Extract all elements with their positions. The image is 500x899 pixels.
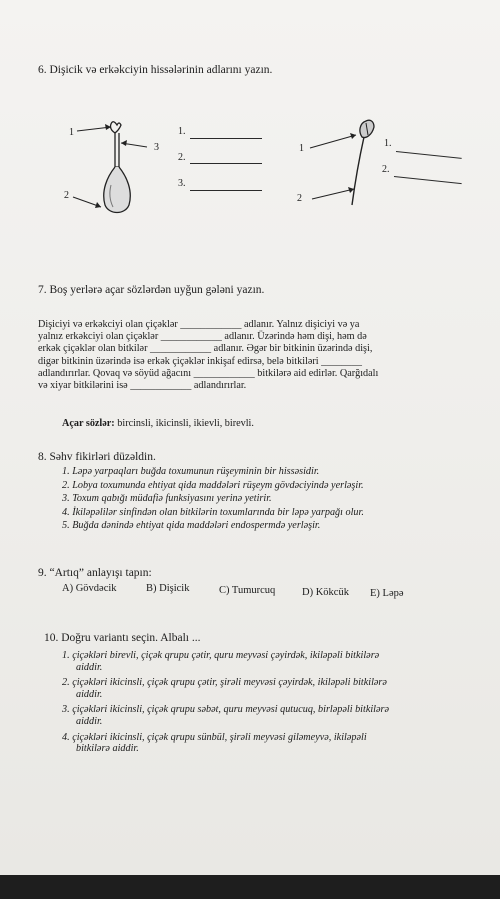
keywords-list: bircinsli, ikicinsli, ikievli, birevli.	[117, 418, 254, 429]
pistil-blank-2[interactable]	[190, 163, 262, 164]
q9-title: 9. “Artıq” anlayışı tapın:	[38, 567, 152, 579]
q6-title: 6. Dişicik və erkəkciyin hissələrinin adlarını yazın.	[38, 64, 273, 76]
pistil-blank-1-label: 1.	[178, 126, 186, 137]
q7-line-2: yalnız erkəkciyi olan çiçəklər ____________ adlanır. Üzərində həm dişi, həm də	[38, 331, 367, 343]
q7-line-3: erkək çiçəklər olan bitkilər ____________ adlanır. Əgər bir bitkinin üzərində dişi,	[38, 343, 373, 355]
q9-option-c[interactable]: C) Tumurcuq	[219, 585, 276, 596]
bottom-shadow	[0, 875, 500, 899]
q9-option-e[interactable]: E) Ləpə	[370, 588, 404, 599]
q8-list	[62, 465, 364, 533]
q9-option-b[interactable]: B) Dişicik	[146, 583, 190, 594]
stamen-label-1: 1	[299, 143, 304, 154]
q8-item-4: 4. İkiləpəlilər sinfindən olan bitkilərin toxumlarında bir ləpə yarpağı olur.	[62, 506, 364, 518]
q8-item-5: 5. Buğda dənində ehtiyat qida maddələri endospermdə yerləşir.	[62, 520, 321, 532]
stamen-label-2: 2	[297, 193, 302, 204]
stamen-blank-1-label: 1.	[384, 138, 392, 149]
q10-option-3-line2: aiddir.	[76, 715, 103, 727]
q7-line-6: və xiyar bitkilərini isə ____________ adlandırırlar.	[38, 380, 247, 392]
q10-option-4-line1: 4. çiçəkləri ikicinsli, çiçək qrupu sünbül, şirəli meyvəsi giləmeyvə, ikiləpəli	[62, 731, 367, 743]
pistil-label-3: 3	[154, 142, 159, 153]
q10-option-3[interactable]	[62, 704, 389, 727]
q8-item-2: 2. Lobya toxumunda ehtiyat qida maddələri rüşeym gövdəciyində yerləşir.	[62, 479, 364, 491]
q8-title: 8. Səhv fikirləri düzəldin.	[38, 451, 156, 463]
q7-paragraph	[38, 319, 488, 392]
q9-option-d[interactable]: D) Kökcük	[302, 587, 349, 598]
q8-item-1: 1. Ləpə yarpaqları buğda toxumunun rüşeyminin bir hissəsidir.	[62, 466, 320, 477]
q10-option-1-line1: 1. çiçəkləri birevli, çiçək qrupu çətir, quru meyvəsi çəyirdək, ikiləpəli bitkilərə	[62, 650, 380, 661]
q8-item-3: 3. Toxum qabığı müdafiə funksiyasını yerinə yetirir.	[62, 493, 272, 505]
q10-option-1[interactable]	[62, 650, 389, 673]
pistil-label-2: 2	[64, 190, 69, 201]
q7-line-1: Dişiciyi və erkəkciyi olan çiçəklər ____________ adlanır. Yalnız dişiciyi və ya	[38, 319, 360, 330]
q10-list	[62, 650, 389, 755]
q7-line-5: adlandırırlar. Qovaq və söyüd ağacını ____________ bitkilərə aid edirlər. Qarğıdalı	[38, 367, 379, 379]
pistil-blank-1[interactable]	[190, 138, 262, 139]
q10-option-2-line2: aiddir.	[76, 688, 103, 700]
stamen-blank-2-label: 2.	[382, 164, 390, 175]
q7-keywords	[62, 418, 254, 430]
pistil-label-1: 1	[69, 127, 74, 138]
q10-option-4-line2: bitkilərə aiddir.	[76, 743, 139, 755]
q10-title: 10. Doğru variantı seçin. Albalı ...	[44, 632, 201, 644]
q10-option-2[interactable]	[62, 677, 389, 700]
q7-line-4: digər bitkinin üzərində isə erkək çiçəklər inkişaf edirsə, belə bitkiləri ________	[38, 355, 362, 367]
pistil-blank-2-label: 2.	[178, 152, 186, 163]
q10-option-4[interactable]	[62, 732, 389, 755]
q10-option-3-line1: 3. çiçəkləri ikicinsli, çiçək qrupu səbət, quru meyvəsi qutucuq, birləpəli bitkilərə	[62, 704, 390, 716]
keywords-label: Açar sözlər:	[62, 418, 115, 429]
q9-option-a[interactable]: A) Gövdəcik	[62, 583, 117, 594]
q7-title: 7. Boş yerlərə açar sözlərdən uyğun gələni yazın.	[38, 284, 265, 296]
stamen-illustration	[290, 115, 390, 215]
q10-option-2-line1: 2. çiçəkləri ikicinsli, çiçək qrupu çətir, şirəli meyvəsi çəyirdək, ikiləpəli bitkilərə	[62, 677, 387, 689]
q10-option-1-line2: aiddir.	[76, 661, 103, 673]
pistil-blank-3-label: 3.	[178, 178, 186, 189]
pistil-blank-3[interactable]	[190, 190, 262, 191]
